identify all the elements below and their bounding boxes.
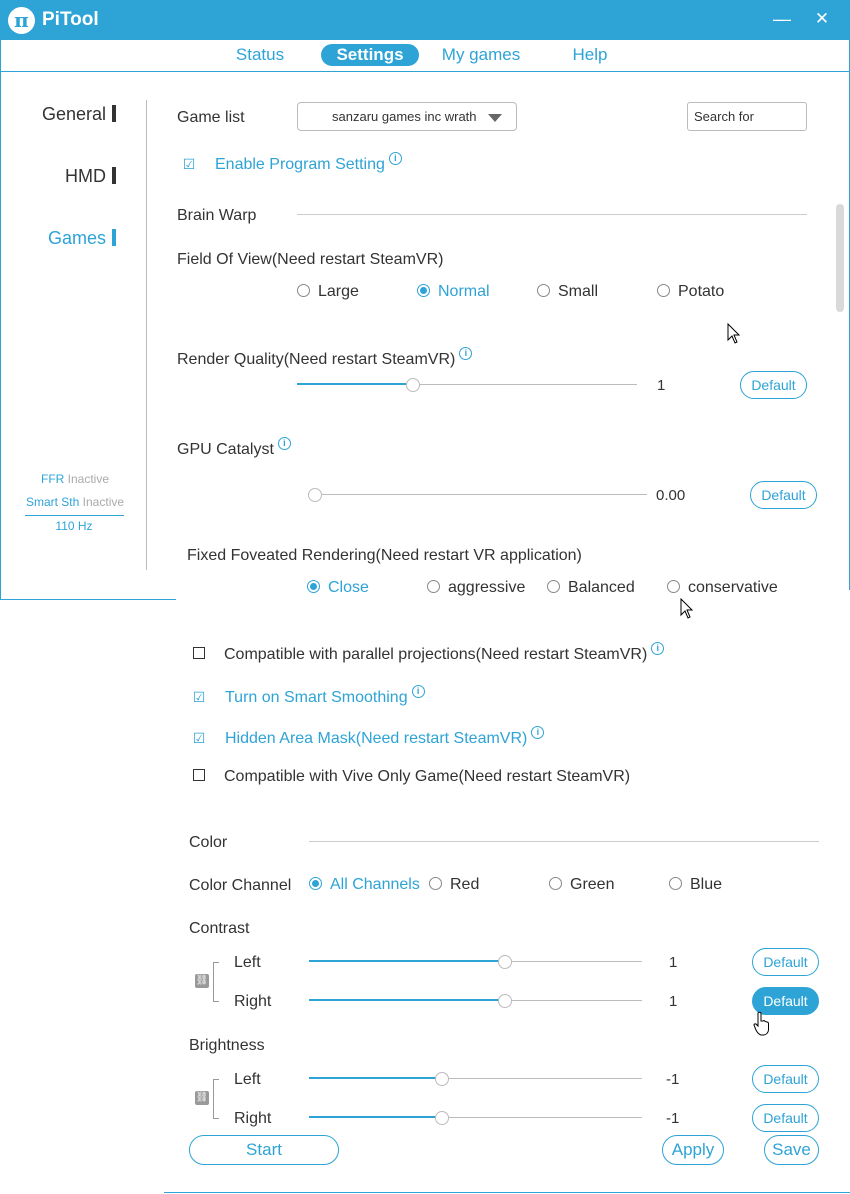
fov-label: Field Of View(Need restart SteamVR) xyxy=(177,251,444,268)
sidebar-marker xyxy=(112,229,116,246)
slider-handle[interactable] xyxy=(406,378,420,392)
radio-icon xyxy=(297,284,310,297)
radio-label: Potato xyxy=(678,283,725,300)
tab-settings[interactable]: Settings xyxy=(321,44,419,66)
refresh-rate: 110 Hz xyxy=(55,519,93,533)
brightness-left-value: -1 xyxy=(666,1071,680,1088)
smooth-status-value: Inactive xyxy=(82,495,125,509)
close-button[interactable]: ✕ xyxy=(814,9,830,28)
sidebar-item-label: HMD xyxy=(65,166,106,186)
checkbox-checked-icon: ☑ xyxy=(192,689,206,705)
brightness-left-label: Left xyxy=(234,1071,261,1088)
sidebar-marker xyxy=(112,167,116,184)
info-icon[interactable]: i xyxy=(278,437,291,450)
gpu-catalyst-default-button[interactable]: Default xyxy=(750,481,817,509)
channel-radio-red[interactable] xyxy=(429,876,479,894)
slider-handle[interactable] xyxy=(435,1072,449,1086)
slider-handle[interactable] xyxy=(435,1111,449,1125)
color-channel-label: Color Channel xyxy=(189,877,292,894)
contrast-left-label: Left xyxy=(234,954,261,971)
contrast-left-default-button[interactable]: Default xyxy=(752,948,819,976)
stats-separator xyxy=(25,515,124,516)
game-list-value: sanzaru games inc wrath xyxy=(332,109,477,124)
tabs-underline xyxy=(0,71,850,72)
radio-label: aggressive xyxy=(448,579,526,596)
app-title: PiTool xyxy=(42,9,99,30)
link-bracket xyxy=(213,962,219,1002)
gpu-catalyst-value: 0.00 xyxy=(656,487,686,504)
scrollbar-thumb[interactable] xyxy=(836,204,844,312)
save-button[interactable]: Save xyxy=(764,1135,819,1165)
checkbox-checked-icon: ☑ xyxy=(182,156,196,172)
search-input[interactable]: Search for xyxy=(687,102,807,131)
radio-label: All Channels xyxy=(330,876,420,893)
radio-icon xyxy=(549,877,562,890)
radio-label: Blue xyxy=(690,876,723,893)
slider-handle[interactable] xyxy=(498,994,512,1008)
gpu-catalyst-slider[interactable] xyxy=(308,488,647,502)
radio-icon xyxy=(669,877,682,890)
radio-icon xyxy=(657,284,670,297)
chevron-down-icon xyxy=(488,114,502,122)
start-button[interactable]: Start xyxy=(189,1135,339,1165)
mouse-pointer-icon xyxy=(727,323,741,345)
info-icon[interactable]: i xyxy=(412,685,425,698)
checkbox-icon xyxy=(193,769,205,781)
ffr-status-value: Inactive xyxy=(67,472,110,486)
render-quality-slider[interactable] xyxy=(297,378,637,392)
ffr-status-label: FFR xyxy=(40,472,65,486)
sidebar-marker xyxy=(112,105,116,122)
slider-handle[interactable] xyxy=(308,488,322,502)
brightness-right-default-button[interactable]: Default xyxy=(752,1104,819,1132)
ffr-status xyxy=(20,472,130,486)
info-icon[interactable]: i xyxy=(389,152,402,165)
vive-only-checkbox[interactable] xyxy=(193,768,630,786)
enable-program-setting-label: Enable Program Setting xyxy=(215,156,385,173)
radio-icon xyxy=(547,580,560,593)
checkbox-label: Turn on Smart Smoothing xyxy=(225,689,408,706)
brightness-right-slider[interactable] xyxy=(309,1111,642,1125)
enable-program-setting-checkbox[interactable] xyxy=(182,152,402,174)
sidebar-item-games[interactable] xyxy=(20,228,116,249)
sidebar-item-label: General xyxy=(41,104,106,124)
hand-pointer-icon xyxy=(752,1011,770,1037)
checkbox-label: Hidden Area Mask(Need restart SteamVR) xyxy=(225,730,528,747)
radio-label: Small xyxy=(558,283,599,300)
minimize-button[interactable]: — xyxy=(773,9,791,29)
render-quality-text: Render Quality(Need restart SteamVR) xyxy=(177,351,456,368)
ffr-radio-conservative[interactable] xyxy=(667,579,778,597)
contrast-right-value: 1 xyxy=(669,993,678,1010)
sidebar-item-label: Games xyxy=(47,228,106,248)
contrast-right-default-button[interactable]: Default xyxy=(752,987,819,1015)
sidebar-divider xyxy=(146,100,147,570)
channel-radio-green[interactable] xyxy=(549,876,614,894)
radio-icon xyxy=(537,284,550,297)
game-list-label: Game list xyxy=(177,109,245,126)
radio-label: Normal xyxy=(438,283,490,300)
render-quality-value: 1 xyxy=(657,377,666,394)
tab-my-games[interactable]: My games xyxy=(441,45,521,64)
smooth-status-label: Smart Sth xyxy=(25,495,80,509)
brightness-left-slider[interactable] xyxy=(309,1072,642,1086)
tab-help[interactable]: Help xyxy=(572,45,608,64)
smooth-status xyxy=(20,495,130,509)
radio-label: Red xyxy=(450,876,480,893)
brightness-right-label: Right xyxy=(234,1110,272,1127)
gpu-catalyst-text: GPU Catalyst xyxy=(177,441,274,458)
ffr-radio-balanced[interactable] xyxy=(547,579,635,597)
channel-radio-all[interactable] xyxy=(309,876,420,894)
apply-button[interactable]: Apply xyxy=(662,1135,724,1165)
link-icon[interactable]: ⛓ xyxy=(195,975,209,986)
checkbox-label: Compatible with Vive Only Game(Need restart SteamVR) xyxy=(224,768,631,785)
ffr-radio-aggressive[interactable] xyxy=(427,579,525,597)
link-bracket xyxy=(213,1079,219,1119)
brightness-label: Brightness xyxy=(189,1037,265,1054)
section-separator xyxy=(309,841,819,842)
parallel-projections-checkbox[interactable] xyxy=(193,642,664,664)
radio-label: Large xyxy=(318,283,359,300)
color-heading: Color xyxy=(189,834,228,851)
radio-selected-icon xyxy=(307,580,320,593)
contrast-right-label: Right xyxy=(234,993,272,1010)
radio-label: Balanced xyxy=(568,579,635,596)
fov-radio-large[interactable] xyxy=(297,283,359,301)
link-icon[interactable]: ⛓ xyxy=(195,1092,209,1103)
contrast-left-value: 1 xyxy=(669,954,678,971)
checkbox-label: Compatible with parallel projections(Need restart SteamVR) xyxy=(224,646,648,663)
render-quality-label xyxy=(177,347,472,369)
ffr-label: Fixed Foveated Rendering(Need restart VR application) xyxy=(187,547,582,564)
radio-icon xyxy=(427,580,440,593)
contrast-right-slider[interactable] xyxy=(309,994,642,1008)
radio-icon xyxy=(429,877,442,890)
info-icon[interactable]: i xyxy=(531,726,544,739)
checkbox-checked-icon: ☑ xyxy=(192,730,206,746)
gpu-catalyst-label xyxy=(177,437,291,459)
render-quality-default-button[interactable]: Default xyxy=(740,371,807,399)
radio-icon xyxy=(667,580,680,593)
radio-selected-icon xyxy=(309,877,322,890)
smart-smoothing-checkbox[interactable] xyxy=(192,685,425,707)
radio-label: Close xyxy=(328,579,369,596)
hidden-area-mask-checkbox[interactable] xyxy=(192,726,544,748)
fov-radio-potato[interactable] xyxy=(657,283,724,301)
brightness-right-value: -1 xyxy=(666,1110,680,1127)
mouse-pointer-icon xyxy=(680,598,694,620)
radio-selected-icon xyxy=(417,284,430,297)
pitool-logo-icon: π xyxy=(8,7,35,34)
section-separator xyxy=(297,214,807,215)
brain-warp-heading: Brain Warp xyxy=(177,207,257,224)
channel-radio-blue[interactable] xyxy=(669,876,722,894)
game-list-select[interactable] xyxy=(297,102,517,131)
bottom-border xyxy=(164,1192,850,1193)
tab-status[interactable]: Status xyxy=(235,45,285,64)
info-icon[interactable]: i xyxy=(651,642,664,655)
info-icon[interactable]: i xyxy=(459,347,472,360)
radio-label: Green xyxy=(570,876,615,893)
slider-handle[interactable] xyxy=(498,955,512,969)
contrast-label: Contrast xyxy=(189,920,250,937)
checkbox-icon xyxy=(193,647,205,659)
radio-label: conservative xyxy=(688,579,778,596)
brightness-left-default-button[interactable]: Default xyxy=(752,1065,819,1093)
sidebar-item-hmd[interactable] xyxy=(20,166,116,187)
sidebar-item-general[interactable] xyxy=(20,104,116,125)
fov-radio-normal[interactable] xyxy=(417,283,490,301)
ffr-radio-close[interactable] xyxy=(307,579,369,597)
contrast-left-slider[interactable] xyxy=(309,955,642,969)
title-bar xyxy=(0,0,850,40)
fov-radio-small[interactable] xyxy=(537,283,598,301)
